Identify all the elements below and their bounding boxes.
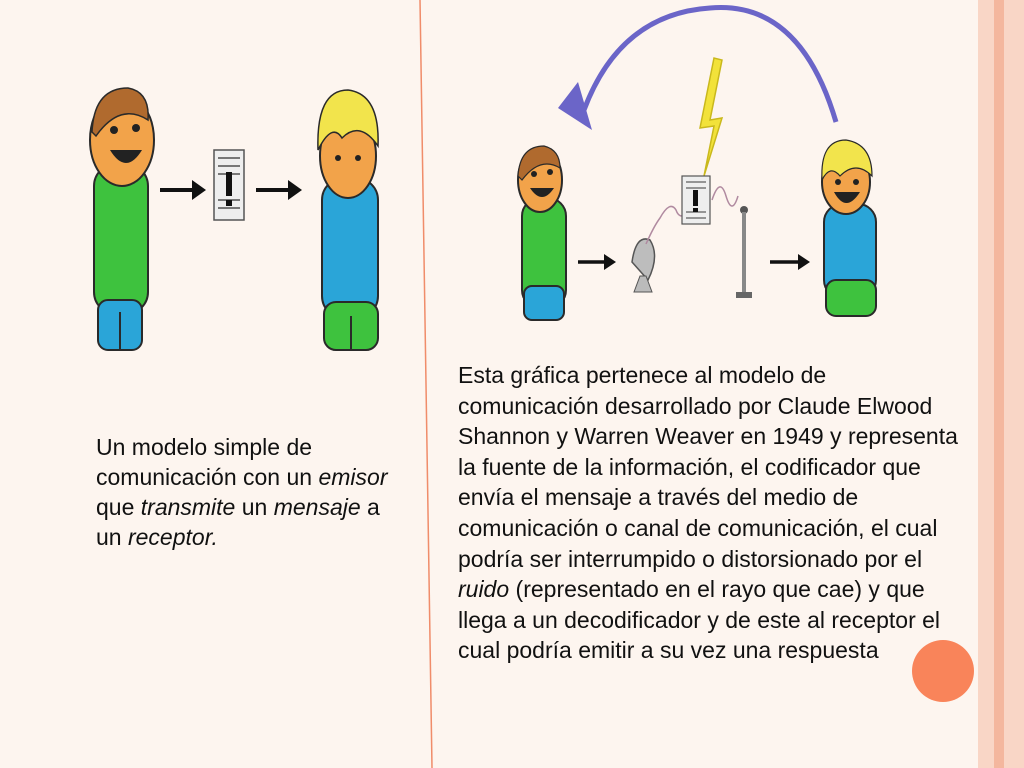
curved-arrow-icon xyxy=(558,8,836,130)
message-icon xyxy=(682,176,738,224)
caption-text: Esta gráfica pertenece al modelo de comunicación desarrollado por Claude Elwood Shannon y Warren Weaver en 1949 y representa la fuente de la información, el codificador que envía el mensaje a través del medio de comunicación o canal de comunicación, el cual podría ser interrumpido o distorsionado por el xyxy=(458,362,958,572)
caption-text: un xyxy=(235,494,274,520)
shannon-weaver-figure xyxy=(500,0,900,330)
caption-text: a un xyxy=(96,494,380,550)
arrow-right-icon xyxy=(160,180,206,200)
caption-term-mensaje: mensaje xyxy=(273,494,361,520)
arrow-right-icon xyxy=(578,254,616,270)
receiver-person-icon xyxy=(822,140,876,316)
accent-circle xyxy=(912,640,974,702)
sender-person-icon xyxy=(518,146,566,320)
caption-text: Un modelo simple de comunicación con un xyxy=(96,434,319,490)
caption-term-transmite: transmite xyxy=(140,494,236,520)
message-icon xyxy=(214,150,244,220)
simple-model-caption xyxy=(96,432,396,552)
caption-term-receptor: receptor. xyxy=(127,524,218,550)
caption-term-emisor: emisor xyxy=(318,464,388,490)
simple-model-figure xyxy=(80,80,400,360)
caption-text: (representado en el rayo que cae) y que llega a un decodificador y de este al receptor el cual podría emitir a su vez una respuesta xyxy=(458,576,941,664)
arrow-right-icon-2 xyxy=(256,180,302,200)
antenna-icon xyxy=(736,206,752,298)
receiver-person-icon xyxy=(318,90,378,350)
caption-term-ruido: ruido xyxy=(458,576,510,603)
lightning-icon xyxy=(700,58,722,176)
shannon-weaver-caption xyxy=(458,360,958,666)
arrow-right-icon-2 xyxy=(770,254,810,270)
caption-text: que xyxy=(96,494,141,520)
sender-person-icon xyxy=(90,88,154,350)
